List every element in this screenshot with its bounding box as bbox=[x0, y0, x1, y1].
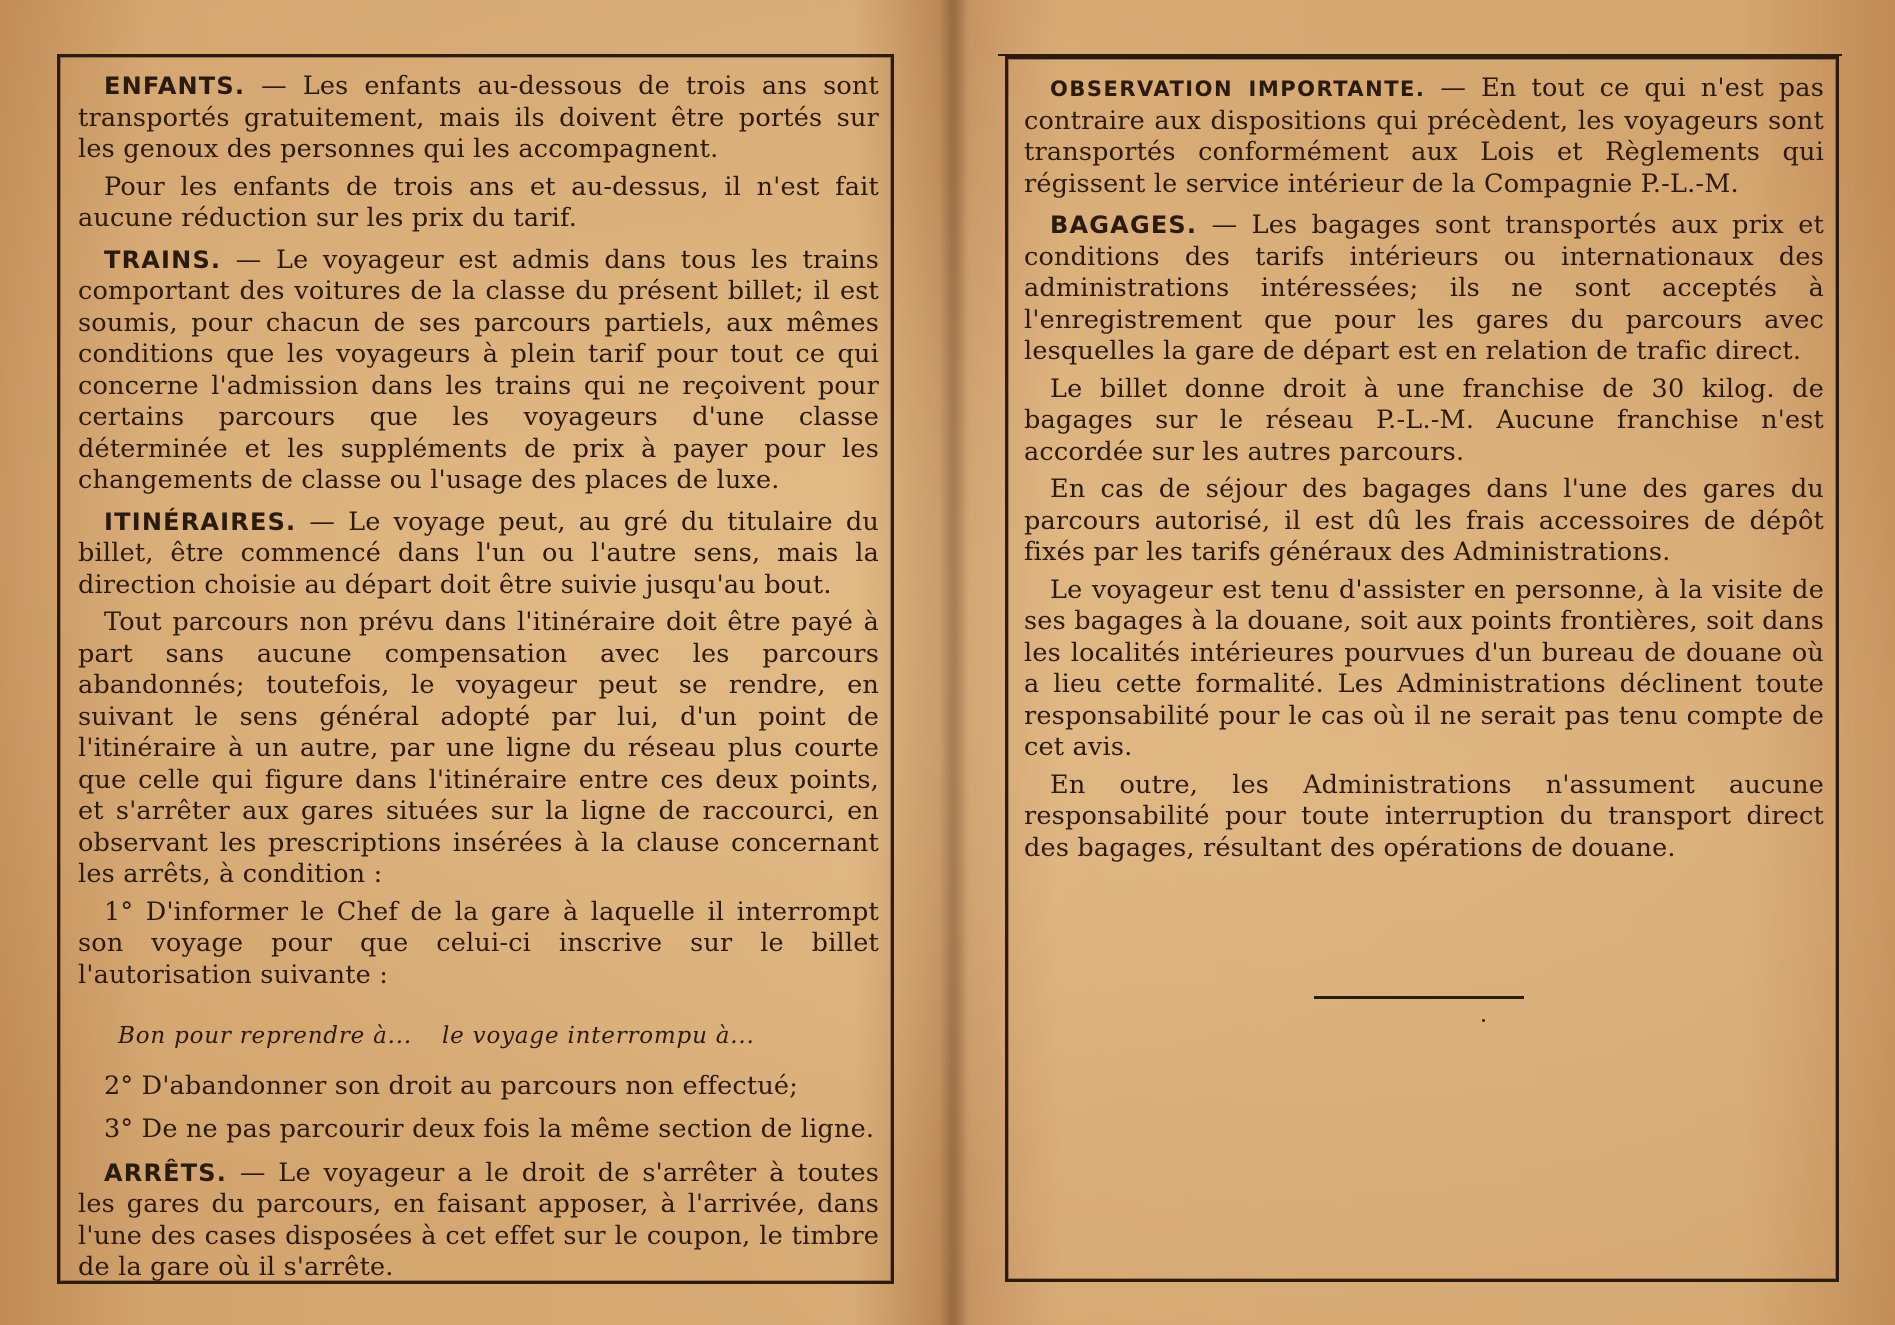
condition-item-3: 3° De ne pas parcourir deux fois la même section de ligne. bbox=[104, 1114, 875, 1144]
arrets-paragraph bbox=[78, 1158, 879, 1284]
observation-paragraph bbox=[1024, 73, 1824, 200]
book-gutter bbox=[940, 0, 970, 1325]
bagages-paragraph bbox=[1024, 210, 1824, 368]
arrets-heading: ARRÊTS. bbox=[104, 1158, 228, 1187]
trains-paragraph bbox=[78, 245, 879, 497]
authorization-formula bbox=[78, 1021, 879, 1053]
bagages-paragraph-4: Le voyageur est tenu d'assister en personne, à la visite de ses bagages à la douane, soit aux points frontières, soit dans les localités intérieures pourvues d'un bureau de douane où a lieu cette formalité. Les Administrations déclinent toute responsabilité pour le cas où il ne serait pas tenu compte de cet avis. bbox=[1024, 574, 1824, 762]
bagages-text: — Les bagages sont transportés aux prix et conditions des tarifs intérieurs ou internationaux des administrations intéressées; ils ne sont acceptés à l'enregistrement que pour les gares du parcours avec lesquelles la gare de départ est en relation de trafic direct. bbox=[1024, 210, 1824, 366]
formula-part-a: Bon pour reprendre à... bbox=[118, 1023, 412, 1049]
observation-text: — En tout ce qui n'est pas contraire aux dispositions qui précèdent, les voyageurs sont transportés conformément aux Lois et Règlements qui régissent le service intérieur de la Compagnie P.-L.-M. bbox=[1024, 73, 1824, 199]
right-page bbox=[1005, 56, 1839, 1282]
trains-text: — Le voyageur est admis dans tous les trains comportant des voitures de la classe du présent billet; il est soumis, pour chacun de ses parcours partiels, aux mêmes conditions que les voyageurs à plein tarif pour tout ce qui concerne l'admission dans les trains qui ne reçoivent pour certains parcours que les voyageurs d'une classe déterminée et les suppléments de prix à payer pour les changements de classe ou l'usage des places de luxe. bbox=[78, 244, 879, 495]
enfants-heading: ENFANTS. bbox=[104, 72, 246, 100]
left-page bbox=[57, 54, 894, 1284]
itineraires-paragraph-2: Tout parcours non prévu dans l'itinéraire doit être payé à part sans aucune compensation avec les parcours abandonnés; toutefois, le voyageur peut se rendre, en suivant le sens général adopté par lui, d'un point de l'itinéraire à un autre, par une ligne du réseau plus courte que celle qui figure dans l'itinéraire entre ces deux points, et s'arrêter aux gares situées sur la ligne de raccourci, en observant les prescriptions insérées à la clause concernant les arrêts, à condition : bbox=[78, 607, 879, 889]
condition-item-2: 2° D'abandonner son droit au parcours non effectué; bbox=[104, 1070, 799, 1101]
enfants-text: — Les enfants au-dessous de trois ans sont transportés gratuitement, mais ils doivent être portés sur les genoux des personnes qui les accompagnent. bbox=[78, 71, 879, 164]
itineraires-paragraph bbox=[78, 507, 879, 602]
arrets-text: — Le voyageur a le droit de s'arrêter à toutes les gares du parcours, en faisant apposer, à l'arrivée, dans l'une des cases disposées à cet effet sur le coupon, le timbre de la gare où il s'arrête. bbox=[78, 1157, 879, 1282]
enfants-paragraph-2: Pour les enfants de trois ans et au-dessus, il n'est fait aucune réduction sur les prix du tarif. bbox=[78, 171, 879, 233]
itineraires-heading: ITINÉRAIRES. bbox=[104, 507, 297, 536]
observation-heading: OBSERVATION IMPORTANTE. bbox=[1050, 77, 1426, 101]
bagages-heading: BAGAGES. bbox=[1050, 211, 1198, 239]
bagages-paragraph-3: En cas de séjour des bagages dans l'une des gares du parcours autorisé, il est dû les frais accessoires de dépôt fixés par les tarifs généraux des Administrations. bbox=[1024, 474, 1824, 567]
bagages-paragraph-5: En outre, les Administrations n'assument aucune responsabilité pour toute interruption du transport direct des bagages, résultant des opérations de douane. bbox=[1024, 769, 1824, 863]
condition-item-1: 1° D'informer le Chef de la gare à laquelle il interrompt son voyage pour que celui-ci inscrive sur le billet l'autorisation suivante : bbox=[78, 896, 879, 990]
formula-part-b: le voyage interrompu à... bbox=[442, 1023, 755, 1049]
trains-heading: TRAINS. bbox=[104, 245, 222, 274]
closing-rule bbox=[1314, 996, 1524, 999]
bagages-paragraph-2: Le billet donne droit à une franchise de 30 kilog. de bagages sur le réseau P.-L.-M. Aucune franchise n'est accordée sur les autres parcours. bbox=[1024, 373, 1824, 467]
enfants-paragraph bbox=[78, 71, 879, 166]
ink-speck bbox=[1482, 1019, 1485, 1022]
itineraires-text: — Le voyage peut, au gré du titulaire du billet, être commencé dans l'un ou l'autre sens, mais la direction choisie au départ doit être suivie jusqu'au bout. bbox=[78, 506, 879, 600]
